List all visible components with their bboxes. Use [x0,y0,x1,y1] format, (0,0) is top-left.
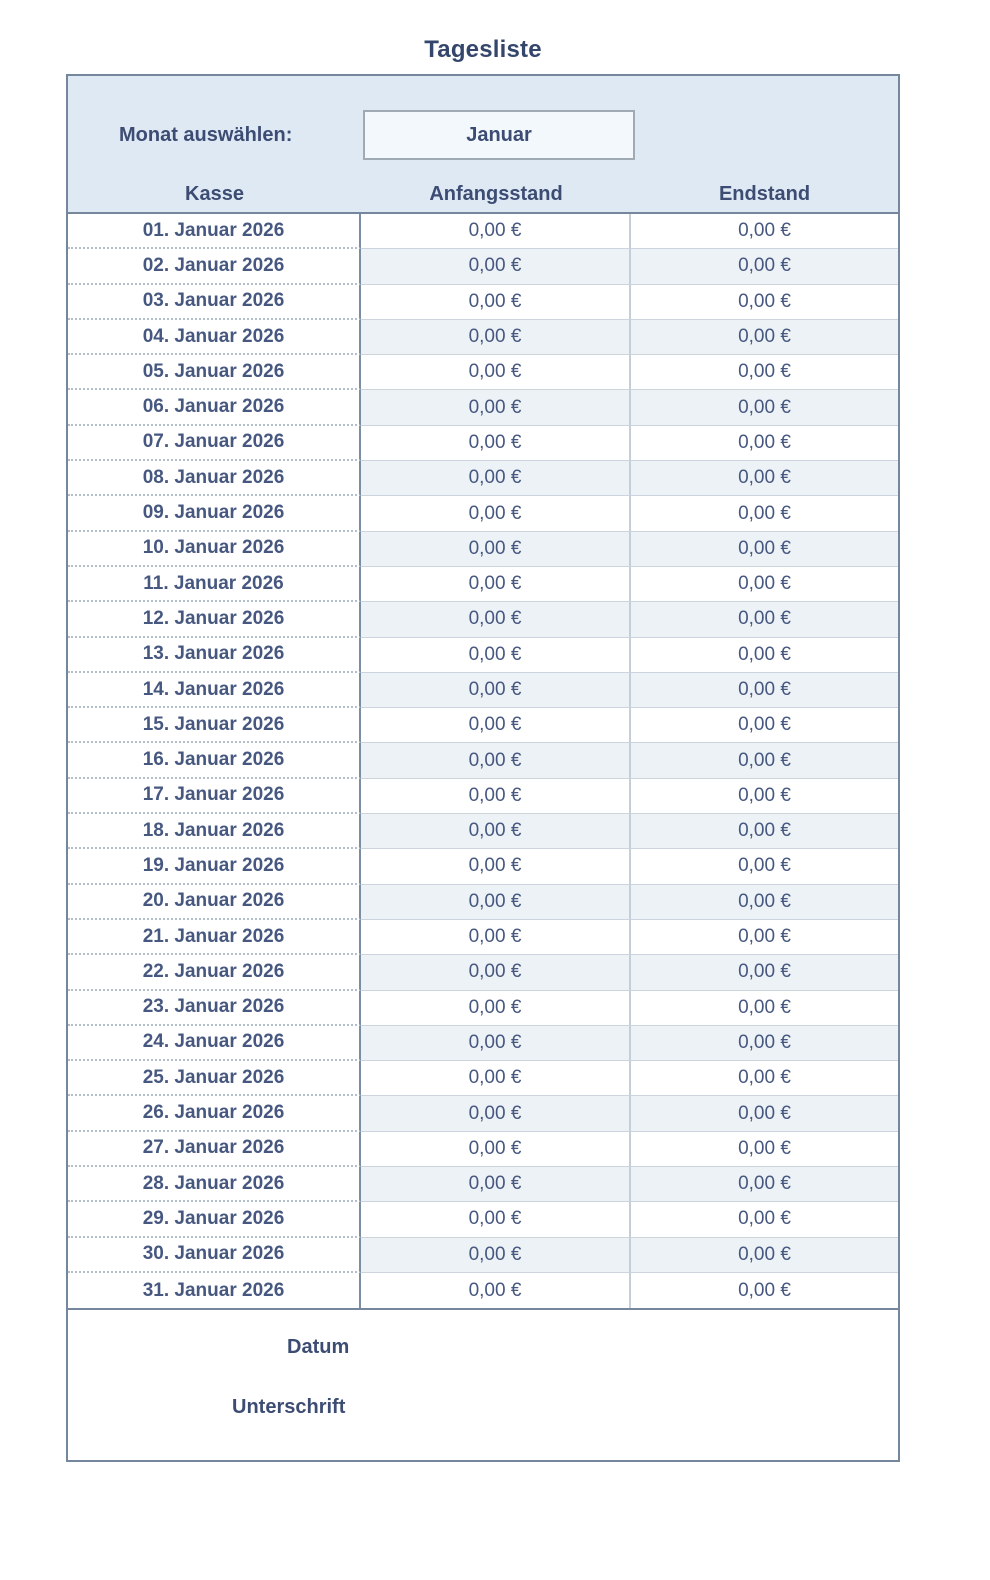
row-date-cell: 28. Januar 2026 [68,1167,361,1202]
row-endstand-cell[interactable]: 0,00 € [631,708,898,743]
row-date-cell: 03. Januar 2026 [68,285,361,320]
table-row [68,885,898,920]
table-row [68,390,898,425]
row-anfangsstand-cell[interactable]: 0,00 € [361,1202,631,1237]
row-anfangsstand-cell[interactable]: 0,00 € [361,638,631,673]
row-anfangsstand-cell[interactable]: 0,00 € [361,885,631,920]
row-date-cell: 20. Januar 2026 [68,885,361,920]
row-endstand-cell[interactable]: 0,00 € [631,885,898,920]
row-anfangsstand-cell[interactable]: 0,00 € [361,708,631,743]
row-endstand-cell[interactable]: 0,00 € [631,532,898,567]
table-row [68,426,898,461]
row-date-cell: 01. Januar 2026 [68,214,361,249]
table-row [68,638,898,673]
sheet-footer [68,1308,898,1460]
month-select-field[interactable] [363,110,635,160]
row-date-cell: 11. Januar 2026 [68,567,361,602]
row-date-cell: 27. Januar 2026 [68,1132,361,1167]
row-anfangsstand-cell[interactable]: 0,00 € [361,1132,631,1167]
row-date-cell: 21. Januar 2026 [68,920,361,955]
row-date-cell: 22. Januar 2026 [68,955,361,990]
row-anfangsstand-cell[interactable]: 0,00 € [361,285,631,320]
row-date-cell: 10. Januar 2026 [68,532,361,567]
row-endstand-cell[interactable]: 0,00 € [631,955,898,990]
table-row [68,214,898,249]
row-date-cell: 15. Januar 2026 [68,708,361,743]
row-endstand-cell[interactable]: 0,00 € [631,567,898,602]
row-anfangsstand-cell[interactable]: 0,00 € [361,1238,631,1273]
row-date-cell: 16. Januar 2026 [68,743,361,778]
column-header-anfangsstand: Anfangsstand [429,183,563,205]
row-endstand-cell[interactable]: 0,00 € [631,849,898,884]
row-anfangsstand-cell[interactable]: 0,00 € [361,779,631,814]
row-endstand-cell[interactable]: 0,00 € [631,285,898,320]
row-endstand-cell[interactable]: 0,00 € [631,920,898,955]
table-row [68,1026,898,1061]
table-row [68,602,898,637]
row-anfangsstand-cell[interactable]: 0,00 € [361,496,631,531]
table-row [68,955,898,990]
row-date-cell: 12. Januar 2026 [68,602,361,637]
row-date-cell: 26. Januar 2026 [68,1096,361,1131]
row-anfangsstand-cell[interactable]: 0,00 € [361,355,631,390]
month-select-value: Januar [466,123,532,146]
row-date-cell: 07. Januar 2026 [68,426,361,461]
table-row [68,708,898,743]
table-row [68,1132,898,1167]
row-endstand-cell[interactable]: 0,00 € [631,673,898,708]
column-header-kasse: Kasse [185,183,244,205]
row-endstand-cell[interactable]: 0,00 € [631,1273,898,1308]
row-anfangsstand-cell[interactable]: 0,00 € [361,991,631,1026]
row-endstand-cell[interactable]: 0,00 € [631,320,898,355]
table-row [68,320,898,355]
row-anfangsstand-cell[interactable]: 0,00 € [361,390,631,425]
table-row [68,1238,898,1273]
row-endstand-cell[interactable]: 0,00 € [631,390,898,425]
row-anfangsstand-cell[interactable]: 0,00 € [361,814,631,849]
table-row [68,461,898,496]
row-endstand-cell[interactable]: 0,00 € [631,814,898,849]
row-endstand-cell[interactable]: 0,00 € [631,496,898,531]
table-row [68,285,898,320]
row-date-cell: 19. Januar 2026 [68,849,361,884]
row-anfangsstand-cell[interactable]: 0,00 € [361,320,631,355]
unterschrift-label: Unterschrift [232,1396,346,1419]
row-endstand-cell[interactable]: 0,00 € [631,426,898,461]
table-row [68,567,898,602]
row-date-cell: 31. Januar 2026 [68,1273,361,1308]
table-row [68,673,898,708]
tagesliste-sheet [66,74,900,1462]
table-row [68,920,898,955]
row-endstand-cell[interactable]: 0,00 € [631,355,898,390]
row-anfangsstand-cell[interactable]: 0,00 € [361,249,631,284]
row-date-cell: 13. Januar 2026 [68,638,361,673]
row-date-cell: 25. Januar 2026 [68,1061,361,1096]
row-date-cell: 29. Januar 2026 [68,1202,361,1237]
row-date-cell: 24. Januar 2026 [68,1026,361,1061]
row-endstand-cell[interactable]: 0,00 € [631,1202,898,1237]
row-endstand-cell[interactable]: 0,00 € [631,1061,898,1096]
row-endstand-cell[interactable]: 0,00 € [631,1096,898,1131]
row-anfangsstand-cell[interactable]: 0,00 € [361,743,631,778]
row-date-cell: 04. Januar 2026 [68,320,361,355]
row-anfangsstand-cell[interactable]: 0,00 € [361,920,631,955]
row-date-cell: 14. Januar 2026 [68,673,361,708]
row-endstand-cell[interactable]: 0,00 € [631,743,898,778]
table-row [68,1167,898,1202]
table-row [68,355,898,390]
row-anfangsstand-cell[interactable]: 0,00 € [361,602,631,637]
row-anfangsstand-cell[interactable]: 0,00 € [361,1061,631,1096]
row-endstand-cell[interactable]: 0,00 € [631,991,898,1026]
row-date-cell: 18. Januar 2026 [68,814,361,849]
table-row [68,1096,898,1131]
row-anfangsstand-cell[interactable]: 0,00 € [361,214,631,249]
table-body [68,214,898,1308]
table-row [68,1061,898,1096]
row-endstand-cell[interactable]: 0,00 € [631,779,898,814]
row-anfangsstand-cell[interactable]: 0,00 € [361,532,631,567]
row-date-cell: 05. Januar 2026 [68,355,361,390]
row-date-cell: 17. Januar 2026 [68,779,361,814]
row-date-cell: 23. Januar 2026 [68,991,361,1026]
table-row [68,532,898,567]
row-endstand-cell[interactable]: 0,00 € [631,1238,898,1273]
row-date-cell: 08. Januar 2026 [68,461,361,496]
column-header-row [68,183,898,206]
row-endstand-cell[interactable]: 0,00 € [631,461,898,496]
row-date-cell: 30. Januar 2026 [68,1238,361,1273]
row-endstand-cell[interactable]: 0,00 € [631,1132,898,1167]
sheet-header [68,76,898,214]
row-endstand-cell[interactable]: 0,00 € [631,602,898,637]
table-row [68,779,898,814]
table-row [68,1202,898,1237]
month-select-label: Monat auswählen: [119,124,293,146]
row-date-cell: 06. Januar 2026 [68,390,361,425]
table-row [68,849,898,884]
row-anfangsstand-cell[interactable]: 0,00 € [361,955,631,990]
row-endstand-cell[interactable]: 0,00 € [631,1167,898,1202]
row-anfangsstand-cell[interactable]: 0,00 € [361,461,631,496]
row-anfangsstand-cell[interactable]: 0,00 € [361,567,631,602]
row-endstand-cell[interactable]: 0,00 € [631,1026,898,1061]
row-date-cell: 09. Januar 2026 [68,496,361,531]
table-row [68,496,898,531]
row-anfangsstand-cell[interactable]: 0,00 € [361,1167,631,1202]
row-endstand-cell[interactable]: 0,00 € [631,249,898,284]
row-anfangsstand-cell[interactable]: 0,00 € [361,673,631,708]
row-anfangsstand-cell[interactable]: 0,00 € [361,1096,631,1131]
page-title: Tagesliste [424,36,542,63]
table-row [68,1273,898,1308]
table-row [68,991,898,1026]
table-row [68,249,898,284]
table-row [68,814,898,849]
datum-label: Datum [287,1336,350,1359]
row-anfangsstand-cell[interactable]: 0,00 € [361,426,631,461]
row-endstand-cell[interactable]: 0,00 € [631,638,898,673]
row-anfangsstand-cell[interactable]: 0,00 € [361,1273,631,1308]
row-anfangsstand-cell[interactable]: 0,00 € [361,1026,631,1061]
row-anfangsstand-cell[interactable]: 0,00 € [361,849,631,884]
column-header-endstand: Endstand [718,183,811,205]
row-date-cell: 02. Januar 2026 [68,249,361,284]
table-row [68,743,898,778]
row-endstand-cell[interactable]: 0,00 € [631,214,898,249]
